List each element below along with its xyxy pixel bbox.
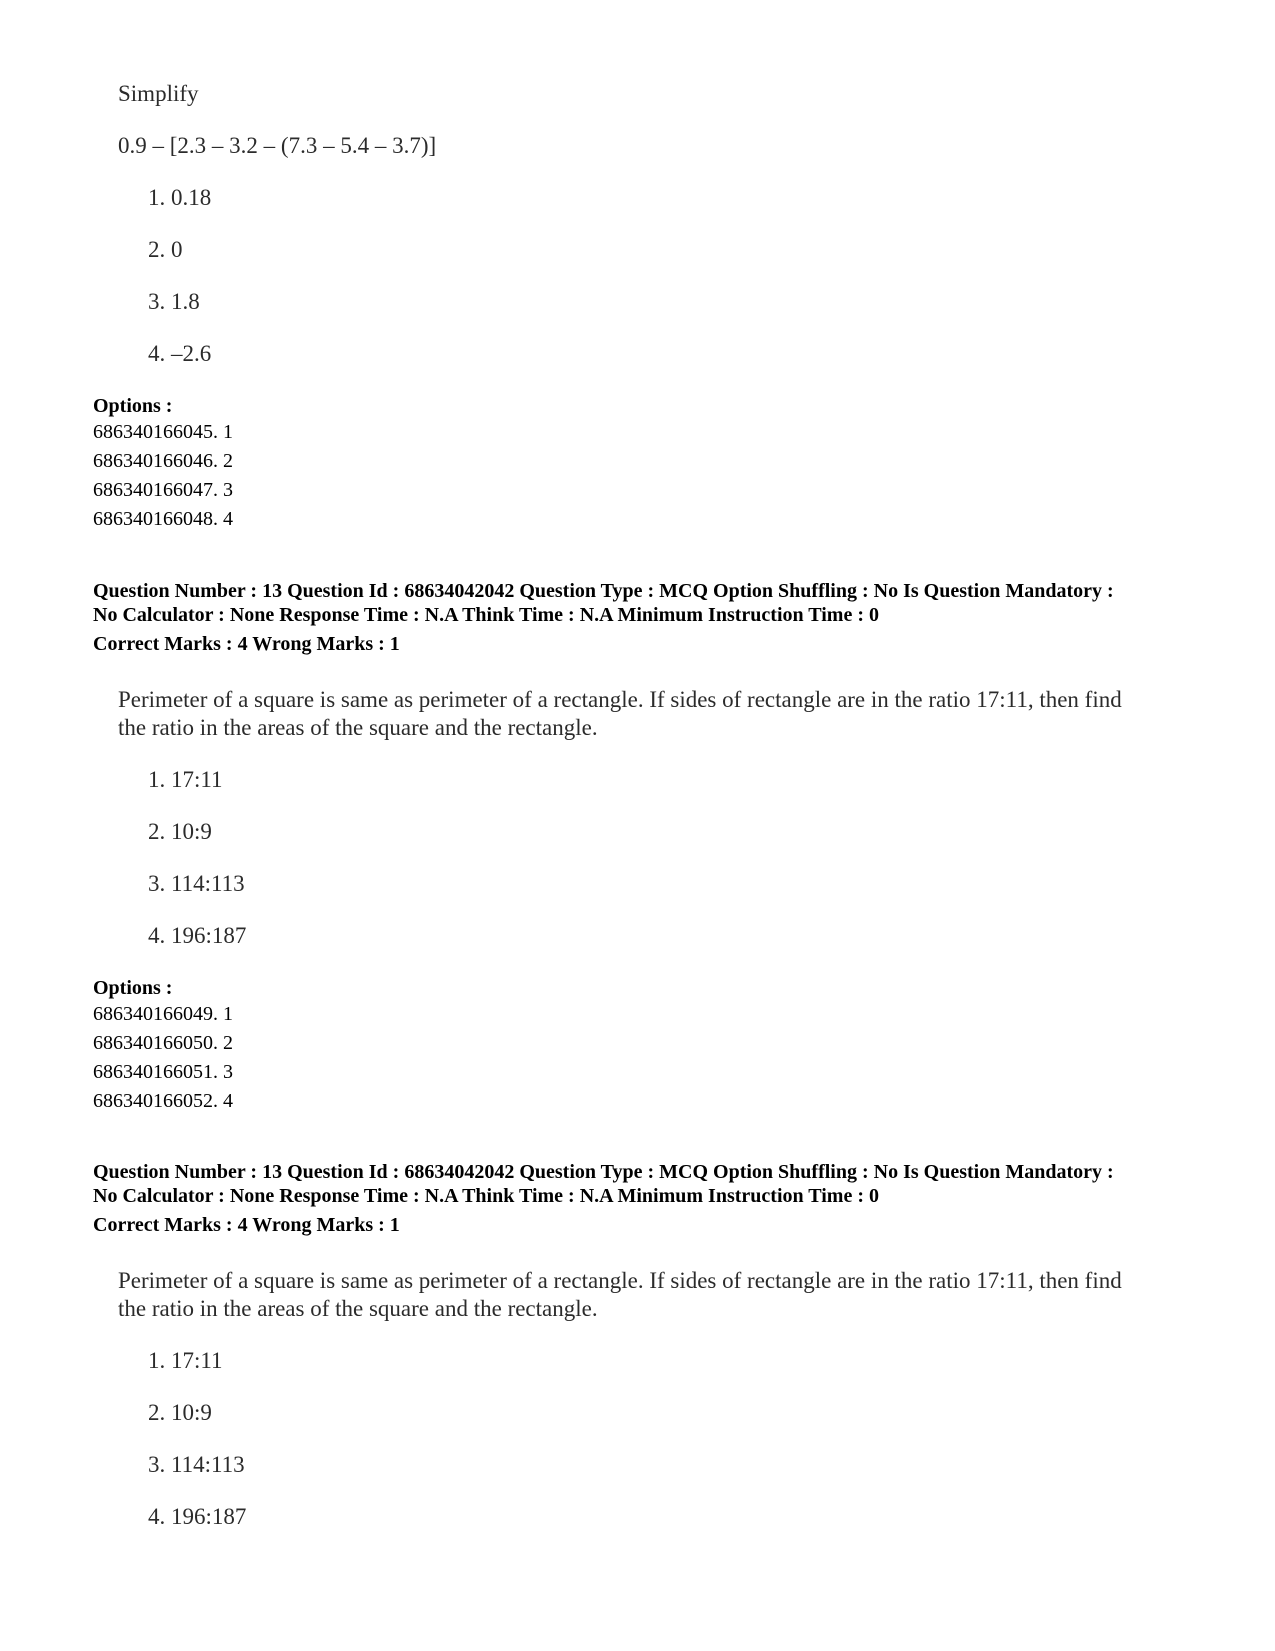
question-marks: Correct Marks : 4 Wrong Marks : 1 (93, 633, 400, 655)
option-id: 686340166051. 3 (93, 1061, 233, 1083)
answer-choice: 2. 0 (148, 237, 183, 262)
question-header-line1: Question Number : 13 Question Id : 68634042042 Question Type : MCQ Option Shuffling : No Is Question Mandatory : (93, 1161, 1114, 1183)
question-marks: Correct Marks : 4 Wrong Marks : 1 (93, 1214, 400, 1236)
answer-choice: 4. 196:187 (148, 1504, 247, 1529)
question-prompt: Simplify (118, 81, 199, 106)
answer-choice: 2. 10:9 (148, 1400, 212, 1425)
question-expression: 0.9 – [2.3 – 3.2 – (7.3 – 5.4 – 3.7)] (118, 133, 437, 158)
question-header-line2: No Calculator : None Response Time : N.A Think Time : N.A Minimum Instruction Time : 0 (93, 1185, 879, 1207)
option-id: 686340166045. 1 (93, 421, 233, 443)
answer-choice: 2. 10:9 (148, 819, 212, 844)
answer-choice: 1. 0.18 (148, 185, 212, 210)
option-id: 686340166049. 1 (93, 1003, 233, 1025)
answer-choice: 1. 17:11 (148, 1348, 223, 1373)
answer-choice: 4. –2.6 (148, 341, 212, 366)
question-text-line2: the ratio in the areas of the square and the rectangle. (118, 715, 598, 740)
answer-choice: 3. 114:113 (148, 871, 245, 896)
answer-choice: 4. 196:187 (148, 923, 247, 948)
option-id: 686340166047. 3 (93, 479, 233, 501)
options-label: Options : (93, 395, 173, 417)
option-id: 686340166050. 2 (93, 1032, 233, 1054)
question-text-line1: Perimeter of a square is same as perimeter of a rectangle. If sides of rectangle are in the ratio 17:11, then find (118, 687, 1122, 712)
option-id: 686340166052. 4 (93, 1090, 233, 1112)
question-text-line2: the ratio in the areas of the square and the rectangle. (118, 1296, 598, 1321)
question-header-line2: No Calculator : None Response Time : N.A Think Time : N.A Minimum Instruction Time : 0 (93, 604, 879, 626)
answer-choice: 1. 17:11 (148, 767, 223, 792)
question-text-line1: Perimeter of a square is same as perimeter of a rectangle. If sides of rectangle are in the ratio 17:11, then find (118, 1268, 1122, 1293)
options-label: Options : (93, 977, 173, 999)
answer-choice: 3. 1.8 (148, 289, 200, 314)
option-id: 686340166048. 4 (93, 508, 233, 530)
question-header-line1: Question Number : 13 Question Id : 68634042042 Question Type : MCQ Option Shuffling : No Is Question Mandatory : (93, 580, 1114, 602)
answer-choice: 3. 114:113 (148, 1452, 245, 1477)
option-id: 686340166046. 2 (93, 450, 233, 472)
